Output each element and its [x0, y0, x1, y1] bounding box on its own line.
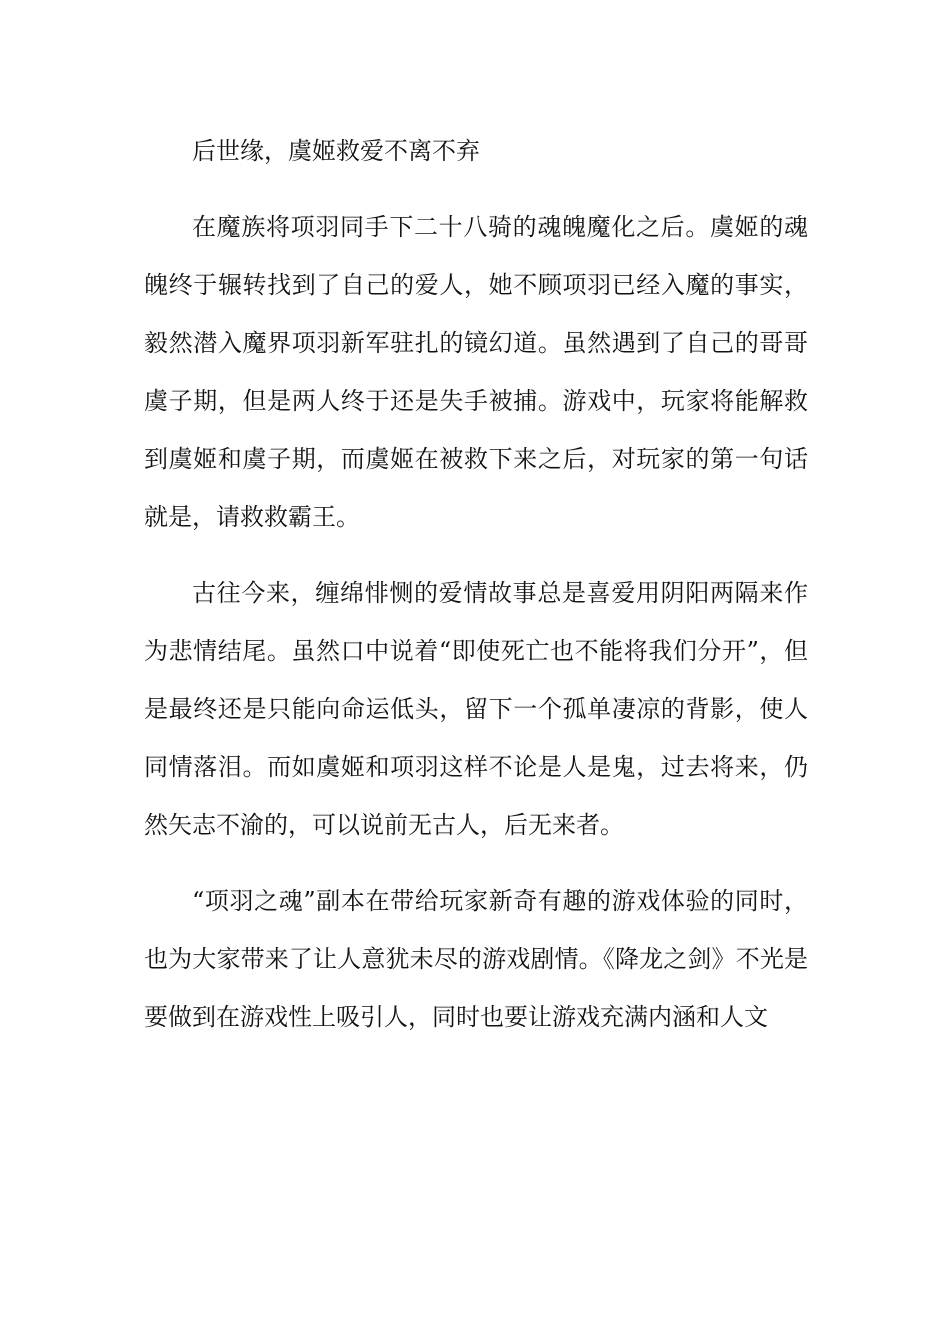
- paragraph-3: “项羽之魂”副本在带给玩家新奇有趣的游戏体验的同时，也为大家带来了让人意犹未尽的游戏剧情。《降龙之剑》不光是要做到在游戏性上吸引人，同时也要让游戏充满内涵和人文: [144, 887, 808, 1031]
- document-body: [144, 122, 808, 1064]
- paragraph-2: 古往今来，缠绵悱恻的爱情故事总是喜爱用阴阳两隔来作为悲情结尾。虽然口中说着“即使死亡也不能将我们分开”，但是最终还是只能向命运低头，留下一个孤单凄凉的背影，使人同情落泪。而如虞姬和项羽这样不论是人是鬼，过去将来，仍然矢志不渝的，可以说前无古人，后无来者。: [144, 579, 808, 839]
- paragraph-1: 在魔族将项羽同手下二十八骑的魂魄魔化之后。虞姬的魂魄终于辗转找到了自己的爱人，她不顾项羽已经入魔的事实，毅然潜入魔界项羽新军驻扎的镜幻道。虽然遇到了自己的哥哥虞子期，但是两人终于还是失手被捕。游戏中，玩家将能解救到虞姬和虞子期，而虞姬在被救下来之后，对玩家的第一句话就是，请救救霸王。: [144, 213, 808, 531]
- section-heading: 后世缘，虞姬救爱不离不弃: [192, 137, 480, 165]
